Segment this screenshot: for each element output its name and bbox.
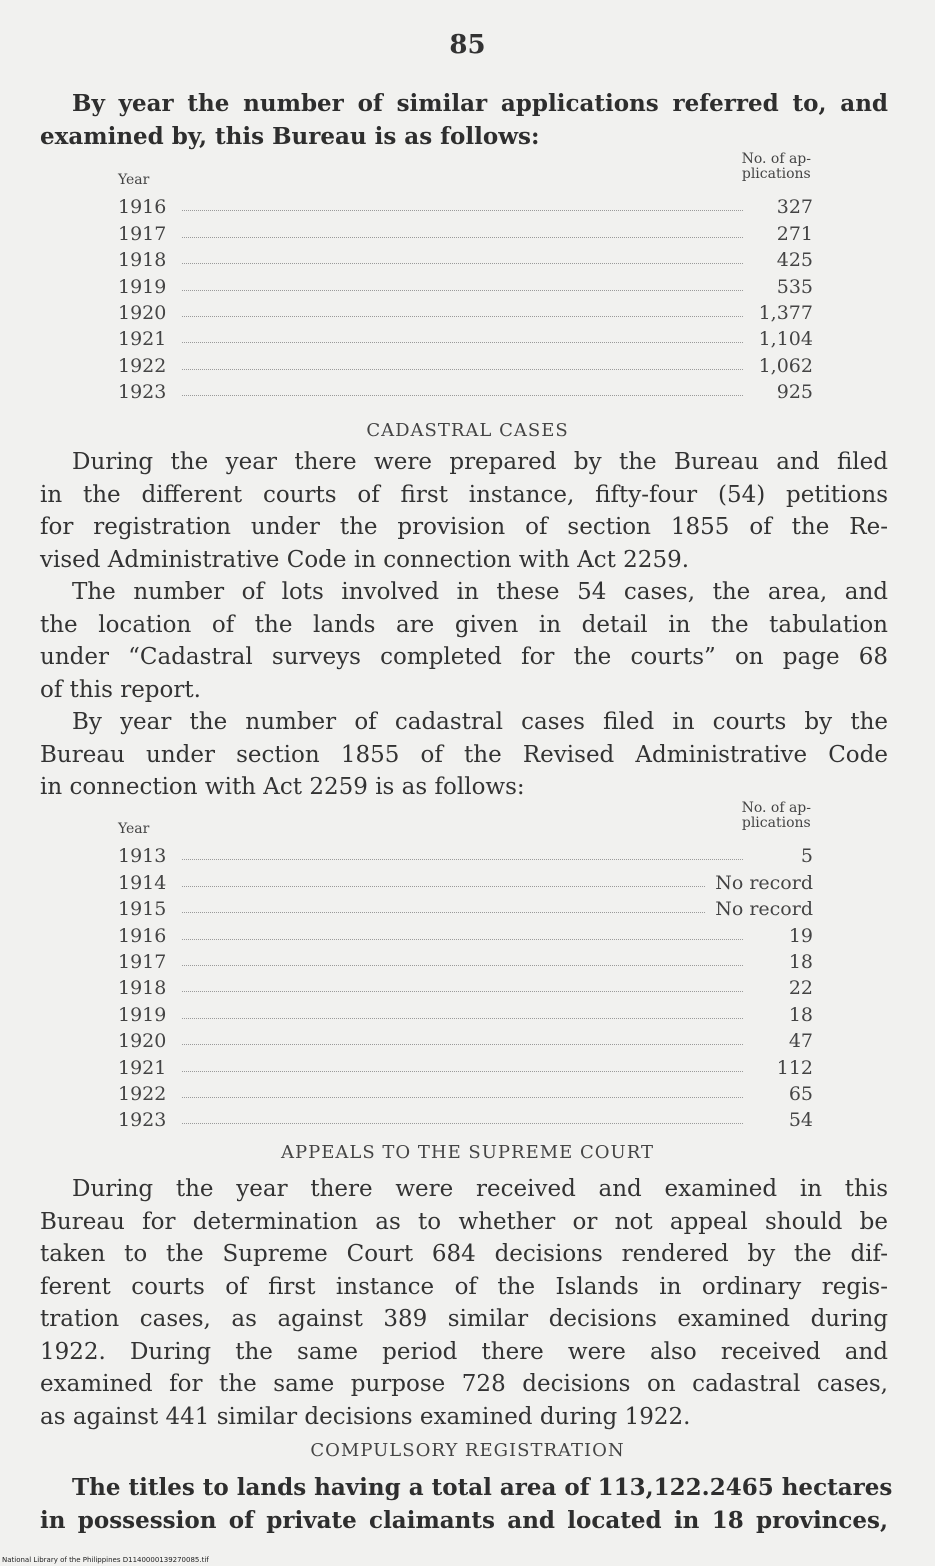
text-line: ferent courts of first instance of the Islands in ordinary regis- <box>40 1273 888 1300</box>
row-value: 271 <box>776 222 813 245</box>
page-number: 85 <box>449 30 486 60</box>
row-value: 1,104 <box>758 328 813 351</box>
row-value: 327 <box>776 196 813 219</box>
text-line: in the different courts of first instance, fifty-four (54) petitions <box>40 481 888 508</box>
row-value: 1,062 <box>758 354 813 377</box>
table-row <box>118 377 813 403</box>
row-year: 1918 <box>118 977 167 1000</box>
dot-leader <box>182 1097 743 1098</box>
row-year: 1913 <box>118 845 167 868</box>
cadastral-paragraph-2 <box>40 576 888 706</box>
applications-table <box>118 152 813 403</box>
row-year: 1922 <box>118 354 167 377</box>
row-year: 1919 <box>118 1003 167 1026</box>
row-year: 1921 <box>118 1056 167 1079</box>
year-column-header: Year <box>118 172 150 188</box>
row-value: 425 <box>776 249 813 272</box>
table-row <box>118 999 813 1025</box>
table-row <box>118 867 813 893</box>
row-value: 925 <box>776 381 813 404</box>
text-line: for registration under the provision of section 1855 of the Re- <box>40 514 888 540</box>
text-line: taken to the Supreme Court 684 decisions rendered by the dif- <box>40 1241 888 1267</box>
table-row <box>118 973 813 999</box>
table-row <box>118 894 813 920</box>
text-line: Bureau under section 1855 of the Revised Administrative Code <box>40 741 888 768</box>
cadastral-cases-table <box>118 801 813 1131</box>
text-line: tration cases, as against 389 similar decisions examined during <box>40 1306 888 1332</box>
text-line: as against 441 similar decisions examined during 1922. <box>40 1403 691 1430</box>
text-line: By year the number of cadastral cases filed in courts by the <box>72 709 888 735</box>
table-row <box>118 245 813 271</box>
dot-leader <box>182 1123 743 1124</box>
dot-leader <box>182 263 743 264</box>
dot-leader <box>182 342 743 343</box>
row-value: No record <box>715 898 813 921</box>
table-row <box>118 841 813 867</box>
text-line: of this report. <box>40 676 201 703</box>
row-value: 112 <box>776 1056 813 1079</box>
text-line: in connection with Act 2259 is as follows: <box>40 774 525 800</box>
dot-leader <box>182 991 743 992</box>
row-year: 1915 <box>118 898 167 921</box>
dot-leader <box>182 237 743 238</box>
dot-leader <box>182 939 743 940</box>
row-value: 19 <box>788 924 813 947</box>
table-row <box>118 1052 813 1078</box>
table-row <box>118 324 813 350</box>
text-line: During the year there were prepared by the Bureau and filed <box>72 449 888 475</box>
table-body <box>118 192 813 403</box>
text-line: in possession of private claimants and located in 18 provinces, <box>40 1506 888 1534</box>
row-value: 535 <box>776 275 813 298</box>
row-value: 18 <box>788 1003 813 1026</box>
dot-leader <box>182 886 705 887</box>
table-row <box>118 920 813 946</box>
row-year: 1920 <box>118 301 167 324</box>
table-row <box>118 218 813 244</box>
row-year: 1918 <box>118 249 167 272</box>
dot-leader <box>182 210 743 211</box>
row-year: 1919 <box>118 275 167 298</box>
row-value: No record <box>715 871 813 894</box>
table-header <box>118 801 813 841</box>
table-row <box>118 1105 813 1131</box>
row-value: 22 <box>788 977 813 1000</box>
text-line: The number of lots involved in these 54 cases, the area, and <box>72 579 888 605</box>
dot-leader <box>182 912 705 913</box>
compulsory-paragraph <box>40 1472 893 1537</box>
row-value: 5 <box>800 845 813 868</box>
text-line: examined for the same purpose 728 decisions on cadastral cases, <box>40 1371 888 1397</box>
count-column-header: No. of ap- plications <box>741 800 811 831</box>
row-value: 1,377 <box>758 301 813 324</box>
dot-leader <box>182 1044 743 1045</box>
row-year: 1916 <box>118 196 167 219</box>
dot-leader <box>182 859 743 860</box>
table-row <box>118 1079 813 1105</box>
table-body <box>118 841 813 1131</box>
table-row <box>118 947 813 973</box>
appeals-paragraph <box>40 1173 888 1433</box>
dot-leader <box>182 369 743 370</box>
text-line: By year the number of similar applications referred to, and <box>72 90 888 117</box>
row-year: 1916 <box>118 924 167 947</box>
text-line: The titles to lands having a total area of 113,122.2465 hectares <box>72 1474 893 1501</box>
row-year: 1923 <box>118 381 167 404</box>
table-row <box>118 271 813 297</box>
table-row <box>118 192 813 218</box>
row-year: 1917 <box>118 222 167 245</box>
section-heading-cadastral: CADASTRAL CASES <box>366 420 569 441</box>
row-year: 1923 <box>118 1109 167 1132</box>
row-year: 1920 <box>118 1030 167 1053</box>
table-row <box>118 350 813 376</box>
row-year: 1917 <box>118 950 167 973</box>
dot-leader <box>182 1071 743 1072</box>
text-line: under “Cadastral surveys completed for the courts” on page 68 <box>40 644 888 670</box>
text-line: During the year there were received and examined in this <box>72 1176 888 1202</box>
row-year: 1922 <box>118 1082 167 1105</box>
text-line: 1922. During the same period there were also received and <box>40 1338 888 1365</box>
text-line: examined by, this Bureau is as follows: <box>40 122 540 150</box>
table-row <box>118 298 813 324</box>
intro-paragraph <box>40 88 888 153</box>
dot-leader <box>182 290 743 291</box>
row-value: 65 <box>788 1082 813 1105</box>
section-heading-compulsory: COMPULSORY REGISTRATION <box>310 1440 625 1461</box>
table-header <box>118 152 813 192</box>
text-line: Bureau for determination as to whether or not appeal should be <box>40 1208 888 1235</box>
dot-leader <box>182 395 743 396</box>
cadastral-paragraph-1 <box>40 446 888 576</box>
section-heading-appeals: APPEALS TO THE SUPREME COURT <box>281 1142 654 1163</box>
year-column-header: Year <box>118 821 150 837</box>
cadastral-paragraph-3 <box>40 706 888 804</box>
text-line: the location of the lands are given in detail in the tabulation <box>40 611 888 638</box>
row-value: 54 <box>788 1109 813 1132</box>
scan-footer: National Library of the Philippines D1140000139270085.tif <box>2 1556 209 1564</box>
dot-leader <box>182 1018 743 1019</box>
count-column-header: No. of ap- plications <box>741 151 811 182</box>
row-value: 18 <box>788 950 813 973</box>
dot-leader <box>182 316 743 317</box>
dot-leader <box>182 965 743 966</box>
row-value: 47 <box>788 1030 813 1053</box>
table-row <box>118 1026 813 1052</box>
text-line: vised Administrative Code in connection with Act 2259. <box>40 546 690 573</box>
row-year: 1914 <box>118 871 167 894</box>
row-year: 1921 <box>118 328 167 351</box>
